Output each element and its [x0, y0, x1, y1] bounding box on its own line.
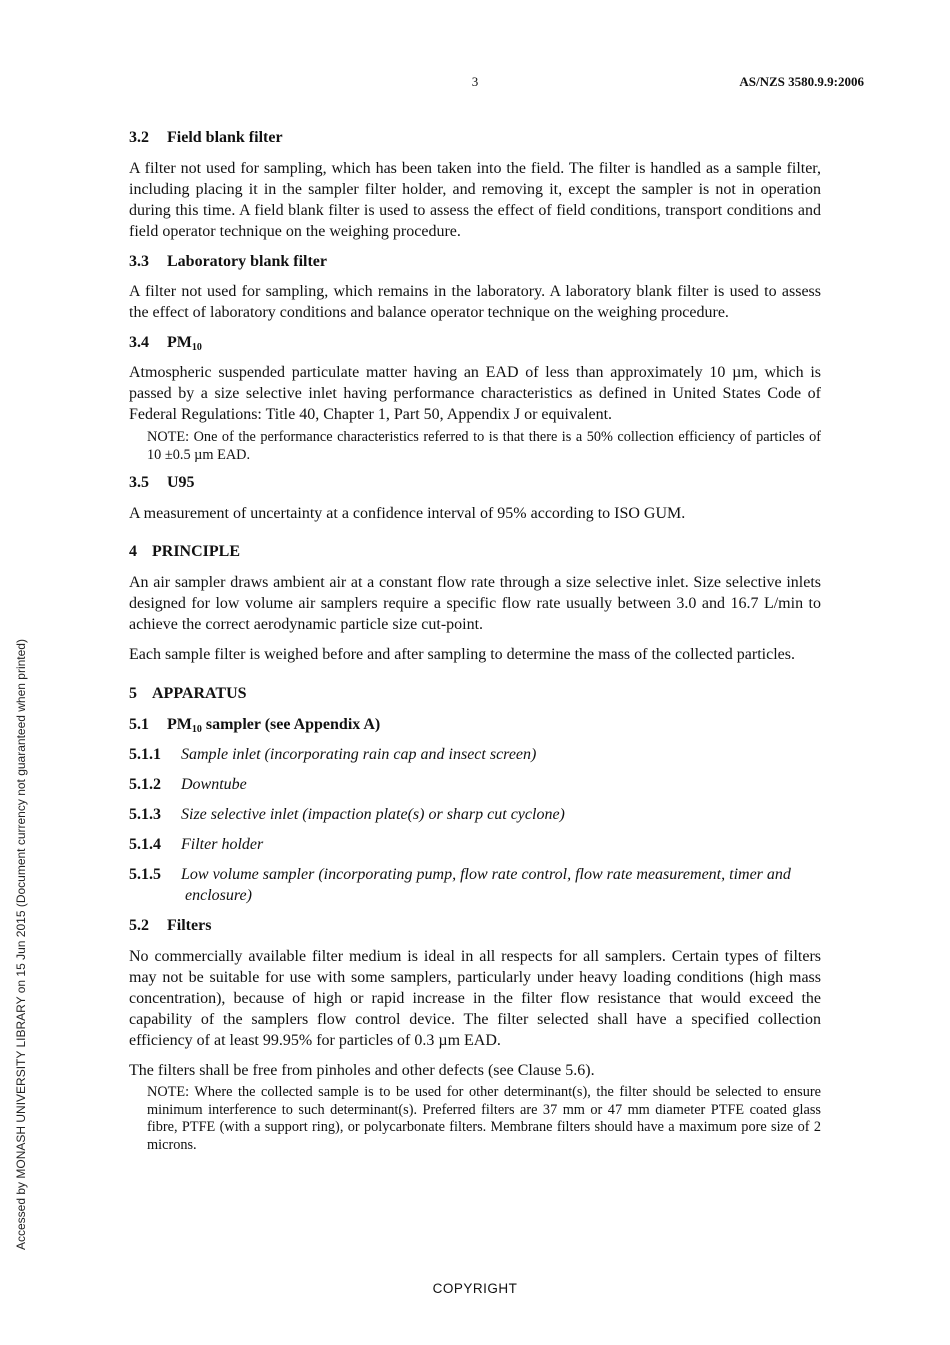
- page-body: [129, 127, 821, 1154]
- copyright-footer: COPYRIGHT: [432, 1281, 518, 1296]
- note-pm10: NOTE: One of the performance characteristics referred to is that there is a 50% collection efficiency of particles of 10 ±0.5 µm EAD.: [147, 429, 821, 463]
- list-item-5-1-3: 5.1.3 Size selective inlet (impaction plate(s) or sharp cut cyclone): [129, 806, 565, 823]
- paragraph-filters-1: No commercially available filter medium is ideal in all respects for all samplers. Certain types of filters may not be suitable for use with some samplers, particularly under heavy loading conditions (high mass concentration), because of high or rapid increase in the filter flow resistance that would exceed the capability of the samplers flow control device. The filter selected shall have a specified collection efficiency of at least 99.95% for particles of 0.3 µm EAD.: [129, 948, 821, 1049]
- access-watermark: Accessed by MONASH UNIVERSITY LIBRARY on 15 Jun 2015 (Document currency not guaranteed when printed): [14, 639, 28, 1250]
- list-item-5-1-1: 5.1.1 Sample inlet (incorporating rain cap and insect screen): [129, 746, 537, 763]
- standard-designation: AS/NZS 3580.9.9:2006: [739, 74, 864, 89]
- heading-3-4: 3.4 $PM_{10}$: [129, 334, 202, 353]
- heading-4: 4 PRINCIPLE: [129, 543, 241, 560]
- heading-3-5: 3.5 U95: [129, 474, 195, 491]
- paragraph-field-blank-filter: A filter not used for sampling, which has been taken into the field. The filter is handled as a sample filter, including placing it in the sampler filter holder, and removing it, except the sampler is not in operation during this time. A field blank filter is used to assess the effect of field conditions, transport conditions and field operator technique on the weighing procedure.: [129, 160, 821, 240]
- paragraph-pm10-definition: Atmospheric suspended particulate matter having an EAD of less than approximately 10 µm, which is passed by a size selective inlet having performance characteristics as defined in United States Code of Federal Regulations: Title 40, Chapter 1, Part 50, Appendix J or equivalent.: [129, 364, 821, 423]
- paragraph-filters-2: The filters shall be free from pinholes and other defects (see Clause 5.6).: [129, 1062, 595, 1079]
- heading-3-3: 3.3 Laboratory blank filter: [129, 253, 327, 270]
- heading-3-2: 3.2 Field blank filter: [129, 129, 283, 146]
- note-filters: NOTE: Where the collected sample is to be used for other determinant(s), the filter should be selected to ensure minimum interference to such determinant(s). Preferred filters are 37 mm or 47 mm diameter PTFE coated glass fibre, PTFE (with a support ring), or polycarbonate filters. Membrane filters should have a maximum pore size of 2 microns.: [147, 1084, 821, 1153]
- paragraph-laboratory-blank-filter: A filter not used for sampling, which remains in the laboratory. A laboratory blank filter is used to assess the effect of laboratory conditions and balance operator technique on the weighing procedure.: [129, 283, 821, 321]
- paragraph-principle-1: An air sampler draws ambient air at a constant flow rate through a size selective inlet. Size selective inlets designed for low volume air samplers require a specific flow rate usually between 3.0 and 16.7 L/min to achieve the correct aerodynamic particle size cut-point.: [129, 574, 821, 633]
- list-item-5-1-2: 5.1.2 Downtube: [129, 776, 247, 793]
- heading-5-2: 5.2 Filters: [129, 917, 212, 934]
- list-item-5-1-4: 5.1.4 Filter holder: [129, 836, 264, 853]
- paragraph-u95: A measurement of uncertainty at a confidence interval of 95% according to ISO GUM.: [129, 505, 686, 522]
- heading-5-1: 5.1 $PM_{10}$ sampler (see Appendix A): [129, 716, 381, 735]
- list-item-5-1-5: 5.1.5 Low volume sampler (incorporating pump, flow rate control, flow rate measurement, timer and enclosure): [129, 866, 791, 904]
- paragraph-principle-2: Each sample filter is weighed before and after sampling to determine the mass of the collected particles.: [129, 646, 795, 663]
- heading-5: 5 APPARATUS: [129, 685, 247, 702]
- page-number: 3: [471, 74, 479, 89]
